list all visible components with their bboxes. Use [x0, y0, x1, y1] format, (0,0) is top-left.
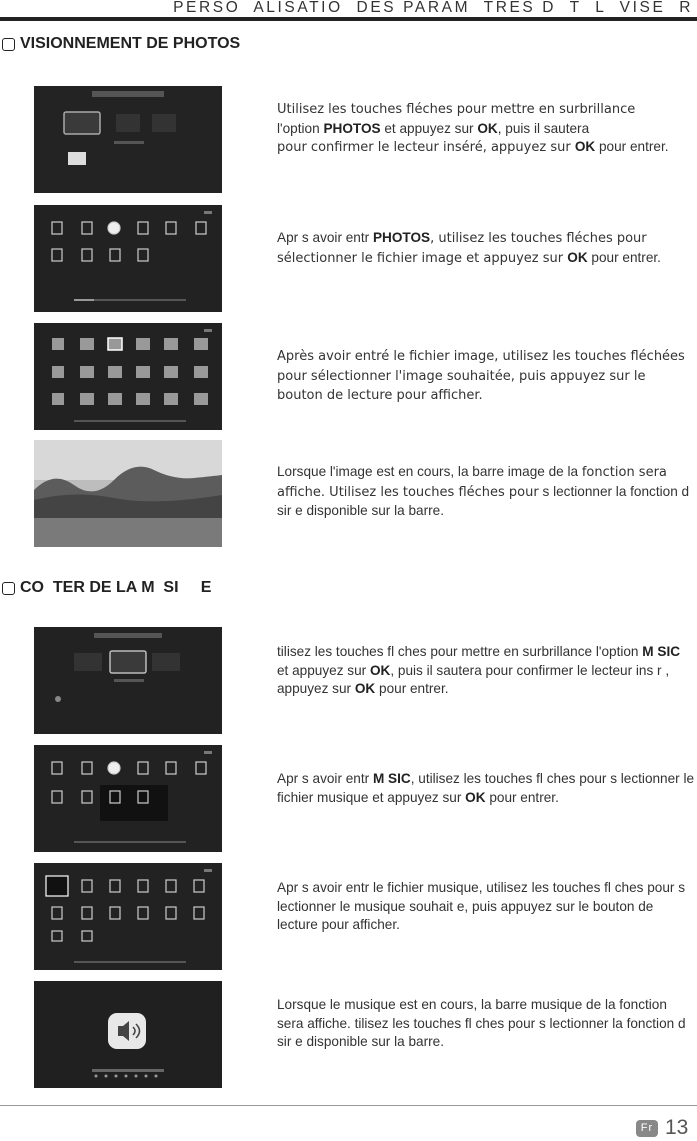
- section-photos-heading: [2, 35, 240, 53]
- text-run: s lectionner la fonction d sir e disponible sur la barre.: [277, 483, 690, 518]
- text-run: OK: [369, 662, 391, 678]
- music-step-1-text: [277, 643, 695, 699]
- text-run: OK: [354, 681, 376, 696]
- screenshot-music-playing: [34, 981, 222, 1088]
- text-run: , utilisez les touches fléches pour sélectionner le fichier image et appuyez sur: [277, 231, 647, 266]
- screenshot-music-devices: [34, 745, 222, 852]
- text-run: fonction sera affiche. Utilisez les touches fléches pour: [277, 465, 667, 500]
- screenshot-photos-menu: [34, 86, 222, 193]
- screenshot-photo-landscape: [34, 440, 222, 547]
- text-run: tilisez les touches fl ches pour mettre en surbrillance l'option: [277, 644, 643, 659]
- text-run: pour entrer.: [595, 139, 669, 154]
- section-photos-title: VISIONNEMENT DE PHOTOS: [20, 35, 241, 52]
- text-run: et appuyez sur: [380, 120, 478, 136]
- text-run: PHOTOS: [323, 120, 381, 136]
- section-music-title: CO TER DE LA M SI E: [20, 579, 212, 596]
- text-run: et appuyez sur: [277, 662, 370, 678]
- text-run: pour entrer.: [485, 789, 559, 805]
- checkbox-icon: [2, 582, 15, 595]
- text-run: Utilisez les touches fléches pour mettre en surbrillance: [277, 102, 636, 117]
- text-run: pour entrer.: [587, 249, 661, 265]
- header-title: PERSO ALISATIO DES PARAM TRES D T L VISE R: [173, 0, 693, 16]
- text-run: l'option: [277, 120, 324, 136]
- photos-step-3-text: [277, 347, 695, 406]
- footer-rule: [0, 1105, 697, 1106]
- music-step-3-text: [277, 879, 695, 935]
- header-rule: [0, 17, 697, 21]
- text-run: pour confirmer le lecteur inséré, appuyez sur: [277, 140, 575, 155]
- text-run: OK: [477, 120, 498, 136]
- text-run: Apr s avoir entr le fichier musique, utilisez les touches fl ches pour s lectionner le musique souhait e, puis appuyez sur le bouton de lecture pour afficher.: [277, 880, 685, 932]
- text-run: M SIC: [642, 644, 681, 659]
- page-number: 13: [665, 1116, 689, 1139]
- text-run: pour entrer.: [375, 681, 449, 696]
- text-run: PHOTOS: [372, 230, 431, 245]
- text-run: , puis il sautera: [497, 120, 590, 136]
- language-badge: Fr: [636, 1120, 658, 1137]
- music-step-4-text: [277, 996, 695, 1052]
- checkbox-icon: [2, 38, 15, 51]
- page-header: [0, 0, 697, 22]
- photos-step-1-text: [277, 100, 695, 158]
- screenshot-photos-grid: [34, 323, 222, 430]
- screenshot-music-menu: [34, 627, 222, 734]
- section-music-heading: [2, 579, 211, 597]
- text-run: OK: [465, 789, 486, 805]
- screenshot-music-list: [34, 863, 222, 970]
- text-run: OK: [567, 249, 588, 265]
- text-run: Lorsque le musique est en cours, la barre musique de la fonction sera affiche. tilisez les touches fl ches pour s lectionner la fonction d sir e disponible sur la barre.: [277, 997, 686, 1049]
- text-run: Après avoir entré le fichier image, utilisez les touches fléchées pour sélectionner l'image souhaitée, puis appuyez sur le bouton de lecture pour afficher.: [277, 349, 685, 403]
- text-run: Apr s avoir entr: [277, 771, 373, 786]
- text-run: Lorsque l'image est en cours, la barre image de la: [277, 464, 582, 479]
- text-run: , puis il sautera pour confirmer le lecteur ins r , appuyez sur: [277, 662, 670, 696]
- music-step-2-text: [277, 770, 695, 807]
- text-run: OK: [574, 139, 596, 154]
- photos-step-2-text: [277, 229, 695, 268]
- text-run: Apr s avoir entr: [277, 230, 373, 245]
- photos-step-4-text: [277, 463, 695, 521]
- text-run: , utilisez les touches fl ches pour s lectionner le fichier musique et appuyez sur: [277, 771, 695, 805]
- screenshot-photos-devices: [34, 205, 222, 312]
- text-run: M SIC: [372, 771, 411, 786]
